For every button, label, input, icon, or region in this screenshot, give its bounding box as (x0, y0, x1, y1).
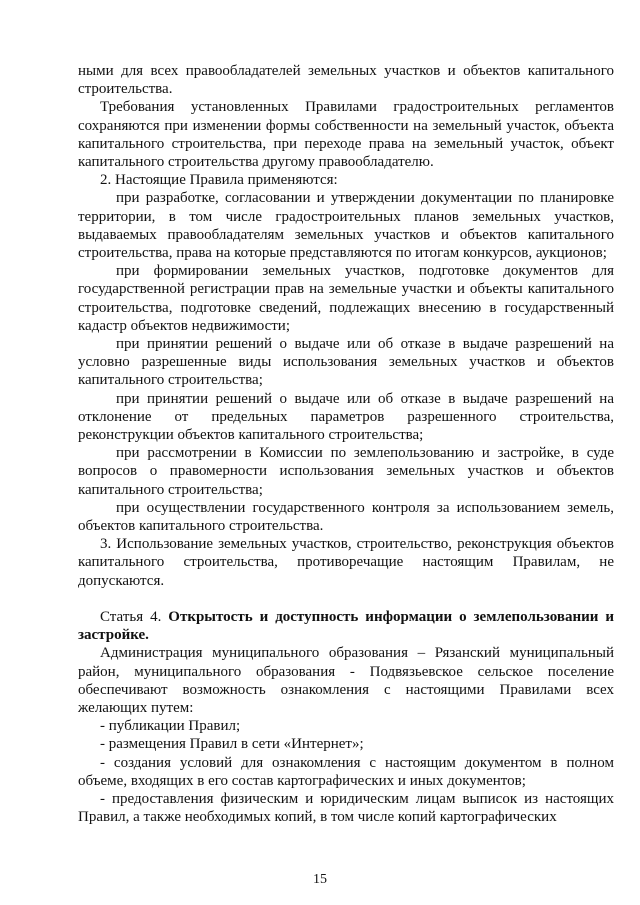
paragraph-requirements: Требования установленных Правилами градостроительных регламентов сохраняются при изменении формы собственности на земельный участок, объекта капитального строительства, при переходе права на земельный участок, объект капитального строительства другому правообладателю. (78, 99, 614, 171)
paragraph-land-formation: при формировании земельных участков, подготовке документов для государственной регистрации прав на земельные участки и объекты капитального строительства, подготовке сведений, подлежащих внесению в государственный кадастр объектов недвижимости; (78, 263, 614, 334)
list-item: - создания условий для ознакомления с настоящим документом в полном объеме, входящих в его состав картографических и иных документов; (78, 754, 614, 789)
article-title: Открытость и доступность информации о землепользовании и застройке. (78, 608, 614, 644)
paragraph-item-3: 3. Использование земельных участков, строительство, реконструкция объектов капитального строительства, противоречащие настоящим Правилам, не допускаются. (78, 536, 614, 589)
list-item: - размещения Правил в сети «Интернет»; (100, 736, 364, 753)
paragraph-deviation-permits: при принятии решений о выдаче или об отказе в выдаче разрешений на отклонение от предельных параметров разрешенного строительства, реконструкции объектов капитального строительства; (78, 390, 614, 444)
paragraph-state-control: при осуществлении государственного контроля за использованием земель, объектов капитального строительства. (78, 499, 614, 535)
paragraph-conditional-permits: при принятии решений о выдаче или об отказе в выдаче разрешений на условно разрешенные виды использования земельных участков и объектов капитального строительства; (78, 336, 614, 389)
list-item: - публикации Правил; (100, 718, 241, 735)
paragraph-commission: при рассмотрении в Комиссии по землепользованию и застройке, в суде вопросов о правомерности использования земельных участков и объектов капитального строительства; (78, 445, 614, 498)
paragraph-planning: при разработке, согласовании и утверждении документации по планировке территории, в том числе градостроительных планов земельных участков, выдаваемых правообладателям земельных участков и объектов капитального строительства, права на которые представляются по итогам конкурсов, аукционов; (78, 190, 614, 262)
page-number: 15 (313, 872, 327, 887)
article-heading (78, 608, 614, 644)
article-prefix: Статья 4. (100, 608, 162, 625)
list-item: - предоставления физическим и юридическим лицам выписок из настоящих Правил, а также необходимых копий, в том числе копий картографических (78, 790, 614, 826)
paragraph-continuation: ными для всех правообладателей земельных участков и объектов капитального строительства. (78, 63, 614, 98)
paragraph-administration: Администрация муниципального образования – Рязанский муниципальный район, муниципального образования - Подвязьевское сельское поселение обеспечивают возможность ознакомления с настоящими Правилами всех желающих путем: (78, 645, 614, 716)
paragraph-item-2: 2. Настоящие Правила применяются: (100, 172, 338, 189)
document-body (78, 62, 614, 826)
